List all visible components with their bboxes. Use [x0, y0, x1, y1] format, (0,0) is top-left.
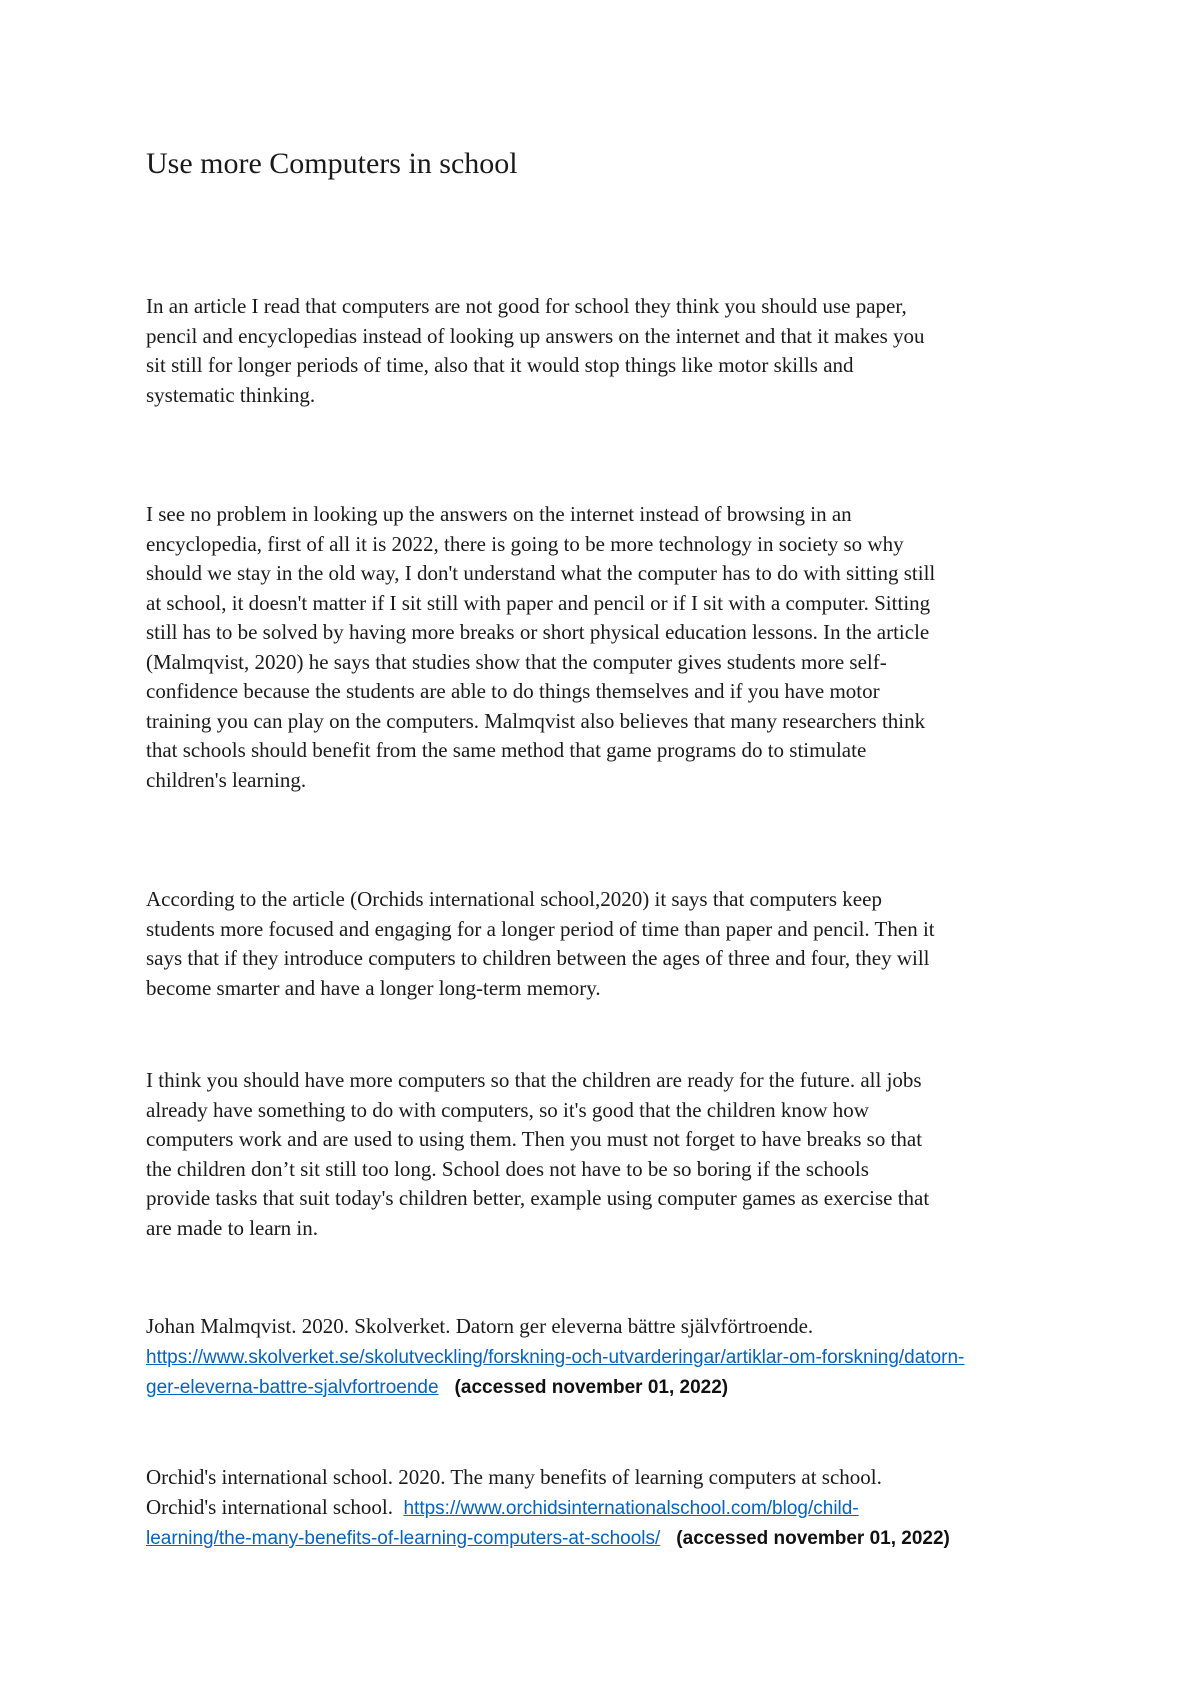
paragraph-line: I think you should have more computers so that the children are ready for the future. all jobs — [146, 1068, 922, 1092]
accessed-date: (accessed november 01, 2022) — [454, 1377, 729, 1398]
reference-2 — [146, 1463, 1076, 1554]
paragraph-line: students more focused and engaging for a longer period of time than paper and pencil. Then it — [146, 916, 935, 941]
paragraph-line: still has to be solved by having more breaks or short physical education lessons. In the article — [146, 620, 930, 644]
reference-url-line — [146, 1523, 1076, 1554]
reference-link-orchids[interactable]: https://www.orchidsinternationalschool.com/blog/child- — [403, 1497, 859, 1519]
paragraph-line: says that if they introduce computers to children between the ages of three and four, they will — [146, 946, 930, 970]
reference-link-skolverket[interactable]: https://www.skolverket.se/skolutveckling/forskning-och-utvarderingar/artiklar-om-forskning/datorn- — [146, 1346, 965, 1368]
page-title: Use more Computers in school — [146, 147, 518, 180]
paragraph-line: sit still for longer periods of time, also that it would stop things like motor skills and — [146, 353, 854, 377]
reference-citation: Johan Malmqvist. 2020. Skolverket. Datorn ger eleverna bättre självförtroende. — [146, 1314, 814, 1338]
paragraph-4 — [146, 1066, 1076, 1243]
paragraph-line: the children don’t sit still too long. School does not have to be so boring if the schools — [146, 1156, 869, 1181]
paragraph-line: training you can play on the computers. Malmqvist also believes that many researchers think — [146, 708, 926, 733]
reference-url-line — [146, 1372, 1076, 1403]
paragraph-1 — [146, 292, 1076, 410]
paragraph-line: systematic thinking. — [146, 382, 316, 407]
paragraph-line: (Malmqvist, 2020) he says that studies show that the computer gives students more self- — [146, 649, 887, 674]
reference-citation: Orchid's international school. 2020. The many benefits of learning computers at school. — [146, 1465, 882, 1489]
reference-link-skolverket-cont[interactable]: ger-eleverna-battre-sjalvfortroende — [146, 1377, 439, 1398]
reference-citation-line — [146, 1493, 1076, 1524]
paragraph-line: at school, it doesn't matter if I sit still with paper and pencil or if I sit with a computer. Sitting — [146, 590, 931, 615]
paragraph-line: computers work and are used to using them. Then you must not forget to have breaks so that — [146, 1127, 923, 1151]
paragraph-line: provide tasks that suit today's children better, example using computer games as exercise that — [146, 1186, 930, 1210]
paragraph-2 — [146, 500, 1076, 795]
paragraph-line: already have something to do with computers, so it's good that the children know how — [146, 1097, 869, 1122]
paragraph-line: In an article I read that computers are not good for school they think you should use paper, — [146, 294, 907, 318]
accessed-date: (accessed november 01, 2022) — [676, 1528, 950, 1549]
paragraph-line: are made to learn in. — [146, 1215, 318, 1240]
paragraph-line: pencil and encyclopedias instead of looking up answers on the internet and that it makes you — [146, 323, 925, 348]
paragraph-line: become smarter and have a longer long-term memory. — [146, 975, 601, 1000]
reference-url-line — [146, 1342, 1076, 1373]
reference-1 — [146, 1312, 1076, 1403]
paragraph-line: confidence because the students are able to do things themselves and if you have motor — [146, 679, 880, 703]
paragraph-line: According to the article (Orchids international school,2020) it says that computers keep — [146, 887, 882, 911]
paragraph-line: children's learning. — [146, 767, 307, 792]
paragraph-line: I see no problem in looking up the answers on the internet instead of browsing in an — [146, 502, 852, 526]
paragraph-line: encyclopedia, first of all it is 2022, there is going to be more technology in society so why — [146, 531, 904, 556]
paragraph-3 — [146, 885, 1076, 1003]
paragraph-line: that schools should benefit from the same method that game programs do to stimulate — [146, 738, 867, 762]
reference-publisher: Orchid's international school. — [146, 1494, 393, 1519]
paragraph-line: should we stay in the old way, I don't understand what the computer has to do with sitting still — [146, 561, 936, 585]
reference-link-orchids-cont[interactable]: learning/the-many-benefits-of-learning-computers-at-schools/ — [146, 1528, 661, 1549]
